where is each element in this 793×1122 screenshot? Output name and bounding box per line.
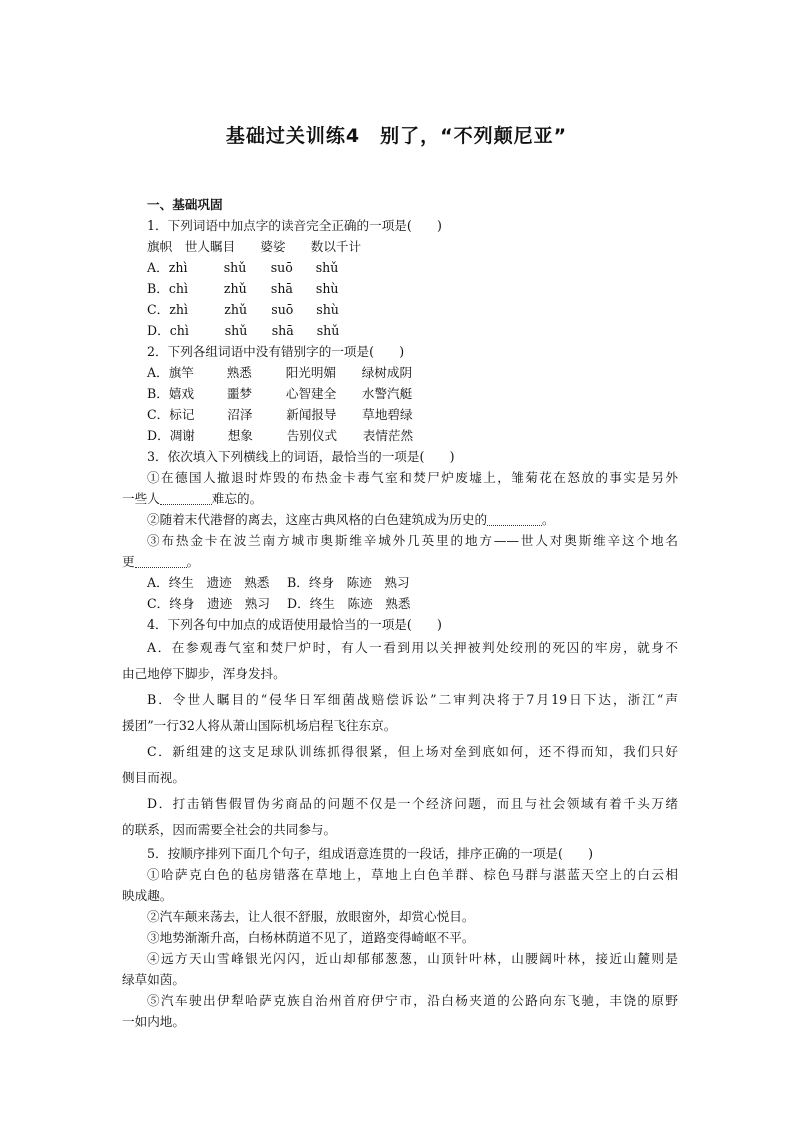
question-4-stem: 4．下列各句中加点的成语使用最恰当的一项是( ) [147, 617, 442, 632]
option-c: C．新组建的这支足球队训练抓得很紧，但上场对垒到底如何，还不得而知，我们只好 [147, 744, 678, 759]
option-b: B．chì zhǔ shā shù [147, 281, 339, 296]
word: 世人瞩目 [184, 239, 236, 254]
option-b: B．令世人瞩目的“侵华日军细菌战赔偿诉讼”二审判决将于7月19日下达，浙江“声 [147, 692, 678, 707]
section-heading: 一、基础巩固 [147, 197, 223, 212]
sentence-1-cont: 映成趣。 [122, 888, 173, 903]
sentence-4: ④远方天山雪峰银光闪闪，近山却郁郁葱葱，山顶针叶林，山腰阔叶林，接近山麓则是 [147, 951, 678, 966]
sentence-5-cont: 一如内地。 [122, 1014, 185, 1029]
option-a-cont: 由己地停下脚步，浑身发抖。 [122, 666, 286, 681]
option-b: B．嬉戏 噩梦 心智建全 水警汽艇 [147, 386, 413, 401]
option-a: A．zhì shǔ suō shǔ [147, 260, 339, 275]
option-d: D．凋谢 想象 告别仪式 表情茫然 [147, 428, 414, 443]
sentence-2: ②随着末代港督的离去，这座古典风格的白色建筑成为历史的 。 [147, 512, 555, 527]
question-1-words [122, 236, 678, 257]
sentence-1: ①在德国人撤退时炸毁的布热金卡毒气室和焚尸炉废墟上，雏菊花在怒放的事实是另外 [147, 470, 678, 485]
sentence-4-cont: 绿草如茵。 [122, 972, 185, 987]
question-2-stem: 2．下列各组词语中没有错别字的一项是( ) [147, 344, 405, 359]
option-a: A．旗竿 熟悉 阳光明媚 绿树成阴 [147, 365, 413, 380]
sentence-1: ①哈萨克白色的毡房错落在草地上，草地上白色羊群、棕色马群与湛蓝天空上的白云相 [147, 867, 678, 882]
page-title: 基础过关训练4 别了，“不列颠尼亚” [225, 125, 568, 147]
options-cd: C．终身 遗迹 熟习 D．终生 陈迹 熟悉 [147, 596, 411, 611]
sentence-3: ③布热金卡在波兰南方城市奥斯维辛城外几英里的地方——世人对奥斯维辛这个地名 [147, 533, 678, 548]
option-c: C．zhì zhǔ suō shù [147, 302, 339, 317]
options-ab: A．终生 遗迹 熟悉 B．终身 陈迹 熟习 [147, 575, 410, 590]
option-d: D．chì shǔ shā shǔ [147, 323, 340, 338]
question-1-stem: 1．下列词语中加点字的读音完全正确的一项是( ) [147, 218, 442, 233]
sentence-2: ②汽车颠来荡去，让人很不舒服，放眼窗外，却赏心悦目。 [147, 909, 475, 924]
question-5-stem: 5．按顺序排列下面几个句子，组成语意连贯的一段话，排序正确的一项是( ) [147, 846, 594, 861]
option-c: C．标记 沼泽 新闻报导 草地碧绿 [147, 407, 413, 422]
fill-blank [135, 553, 187, 568]
question-3-stem: 3．依次填入下列横线上的词语，最恰当的一项是( ) [147, 449, 455, 464]
word: 婆娑 [260, 239, 286, 254]
option-d: D．打击销售假冒伪劣商品的问题不仅是一个经济问题，而且与社会领域有着千头万绪 [147, 796, 678, 811]
sentence-3: ③地势渐渐升高，白杨林荫道不见了，道路变得崎岖不平。 [147, 930, 475, 945]
option-d-cont: 的联系，因而需要全社会的共同参与。 [122, 822, 337, 837]
exercise-body [122, 194, 678, 1032]
word: 旗帜 [147, 239, 173, 254]
option-c-cont: 侧目而视。 [122, 770, 185, 785]
sentence-3-cont: 更 。 [122, 554, 200, 569]
sentence-5: ⑤汽车驶出伊犁哈萨克族自治州首府伊宁市，沿白杨夹道的公路向东飞驰，丰饶的原野 [147, 993, 678, 1008]
sentence-1-cont: 一些人 难忘的。 [122, 491, 263, 506]
fill-blank [487, 511, 542, 526]
option-b-cont: 援团”一行32人将从萧山国际机场启程飞往东京。 [122, 718, 397, 733]
fill-blank [160, 490, 212, 505]
option-a: A．在参观毒气室和焚尸炉时，有人一看到用以关押被判处绞刑的死囚的牢房，就身不 [147, 640, 678, 655]
word: 数以千计 [310, 239, 362, 254]
